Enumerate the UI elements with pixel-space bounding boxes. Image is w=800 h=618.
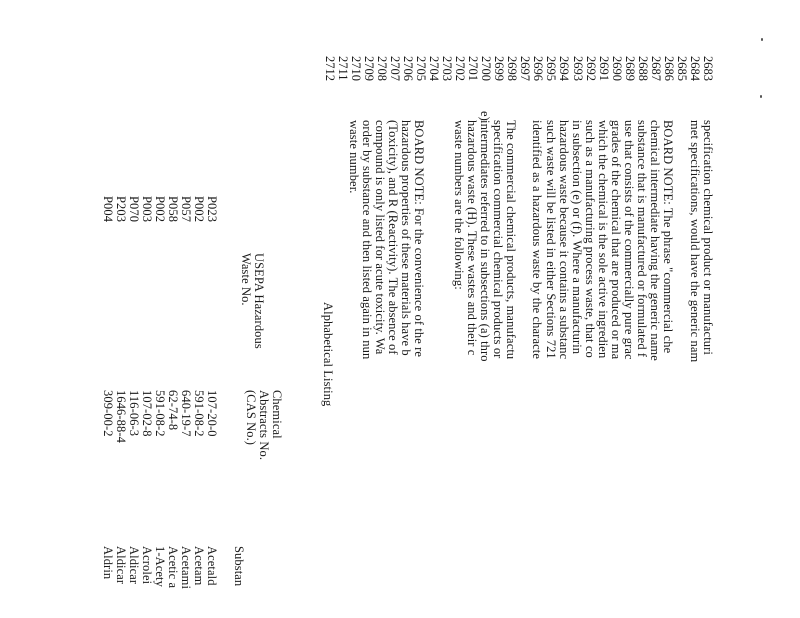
body-line: intermediates referred to in subsections (a) thro — [477, 120, 492, 362]
line-number: 2690 — [609, 56, 624, 81]
body-line: such as a manufacturing process waste, that co — [582, 120, 597, 358]
line-number: 2710 — [348, 56, 363, 81]
body-line: met specifications, would have the generic nam — [688, 120, 702, 363]
table-cell-substance: Acetam — [191, 546, 206, 586]
body-line: use that consists of the commercially pure grac — [621, 120, 636, 360]
body-line: substance that is manufactured or formulated f — [634, 120, 649, 358]
body-line: such waste will be listed in either Sections 721 — [543, 120, 558, 359]
table-cell-substance: Acrolei — [139, 546, 154, 585]
item-label: e) — [478, 111, 492, 121]
table-cell-waste: P023 — [205, 196, 219, 223]
line-number: 2686 — [661, 56, 676, 81]
header-cas-line2: Abstracts No. — [257, 390, 271, 461]
header-cas-line1: Chemical — [270, 390, 284, 439]
line-number: 2691 — [596, 56, 611, 81]
line-number: 2701 — [466, 56, 481, 81]
body-line: waste numbers are the following: — [451, 120, 466, 290]
line-number: 2694 — [557, 56, 572, 81]
table-cell-substance: Aldicar — [113, 546, 128, 585]
table-cell-cas: 107-20-0 — [205, 390, 219, 437]
table-cell-waste: P003 — [139, 196, 154, 223]
line-number: 2711 — [335, 56, 350, 81]
scan-speck — [760, 95, 762, 98]
line-number: 2709 — [361, 56, 376, 81]
line-number-column — [323, 56, 714, 100]
body-line: in subsection (e) or (f). Where a manufacturin — [569, 120, 584, 355]
line-number: 2704 — [427, 56, 442, 81]
scan-speck — [761, 38, 763, 41]
table-cell-waste: P203 — [113, 196, 128, 223]
body-line: BOARD NOTE: For the convenience of the re — [412, 120, 426, 358]
body-line: specification commercial chemical products or — [490, 120, 505, 359]
line-number: 2697 — [518, 56, 533, 81]
line-number: 2703 — [440, 56, 455, 81]
table-cell-substance: Acetic a — [165, 546, 180, 589]
table-cell-waste: P057 — [178, 196, 193, 223]
line-number: 2702 — [453, 56, 468, 81]
line-number: 2708 — [374, 56, 389, 81]
line-number: 2684 — [687, 56, 702, 81]
body-line: (Toxicity), and R (Reactivity). The absence of — [385, 120, 400, 355]
table-cell-substance: Aldrin — [100, 546, 115, 580]
body-line: hazardous properties of these materials have b — [398, 120, 413, 356]
table-cell-cas: 591-08-2 — [152, 390, 167, 437]
body-line: hazardous waste because it contains a substanc — [556, 120, 571, 360]
table-cell-waste: P002 — [191, 196, 206, 223]
table-cell-cas: 62-74-8 — [165, 390, 180, 431]
line-number: 2699 — [492, 56, 507, 81]
table-cell-cas: 107-02-8 — [139, 390, 154, 437]
line-number: 2693 — [570, 56, 585, 81]
table-cell-substance: Aldicar — [126, 546, 141, 585]
table-cell-cas: 116-06-3 — [126, 390, 141, 437]
body-line: chemical intermediate having the generic name — [647, 120, 662, 361]
table-cell-waste: P070 — [126, 196, 141, 223]
body-line: specification chemical product or manufacturi — [701, 120, 715, 355]
table-cell-substance: 1-Acety — [152, 546, 167, 587]
table-cell-substance: Acetami — [178, 546, 193, 590]
body-line: order by substance and then listed again in nun — [359, 120, 374, 360]
body-line: grades of the chemical that are produced or ma — [608, 120, 623, 360]
line-number: 2687 — [648, 56, 663, 81]
table-cell-waste: P058 — [165, 196, 180, 223]
table-cell-cas: 1646-88-4 — [113, 390, 128, 443]
table-cell-waste: P004 — [100, 196, 115, 223]
body-line: waste number. — [346, 120, 361, 194]
table-cell-cas: 640-19-7 — [178, 390, 193, 437]
line-number: 2688 — [635, 56, 650, 81]
line-number: 2707 — [387, 56, 402, 81]
table-cell-waste: P002 — [152, 196, 167, 223]
header-cas-line3: (CAS No.) — [244, 390, 258, 446]
line-number: 2695 — [544, 56, 559, 81]
listing-title: Alphabetical Listing — [321, 302, 335, 407]
header-waste-no-line1: USEPA Hazardous — [252, 253, 266, 349]
table-cell-substance: Acetald — [205, 546, 219, 586]
line-number: 2700 — [479, 56, 494, 81]
table-cell-cas: 591-08-2 — [191, 390, 206, 437]
line-number: 2705 — [413, 56, 428, 81]
table-cell-cas: 309-00-2 — [100, 390, 115, 437]
body-line: which the chemical is the sole active ingredien — [595, 120, 610, 359]
line-number: 2685 — [674, 56, 689, 81]
header-waste-no-line2: Waste No. — [239, 253, 253, 306]
header-substance: Substan — [232, 546, 246, 587]
line-number: 2696 — [531, 56, 546, 81]
line-number: 2689 — [622, 56, 637, 81]
body-line: compound is only listed for acute toxicity. Wa — [372, 120, 387, 355]
body-line: The commercial chemical products, manufactu — [504, 120, 518, 360]
line-number: 2706 — [400, 56, 415, 81]
body-line: hazardous waste (H). These wastes and their c — [464, 120, 479, 356]
line-number: 2692 — [583, 56, 598, 81]
body-line: identified as a hazardous waste by the characte — [530, 120, 545, 359]
line-number: 2698 — [505, 56, 520, 81]
line-number: 2683 — [701, 56, 715, 81]
body-line: BOARD NOTE: The phrase "commercial che — [661, 120, 675, 354]
line-number: 2712 — [322, 56, 337, 81]
